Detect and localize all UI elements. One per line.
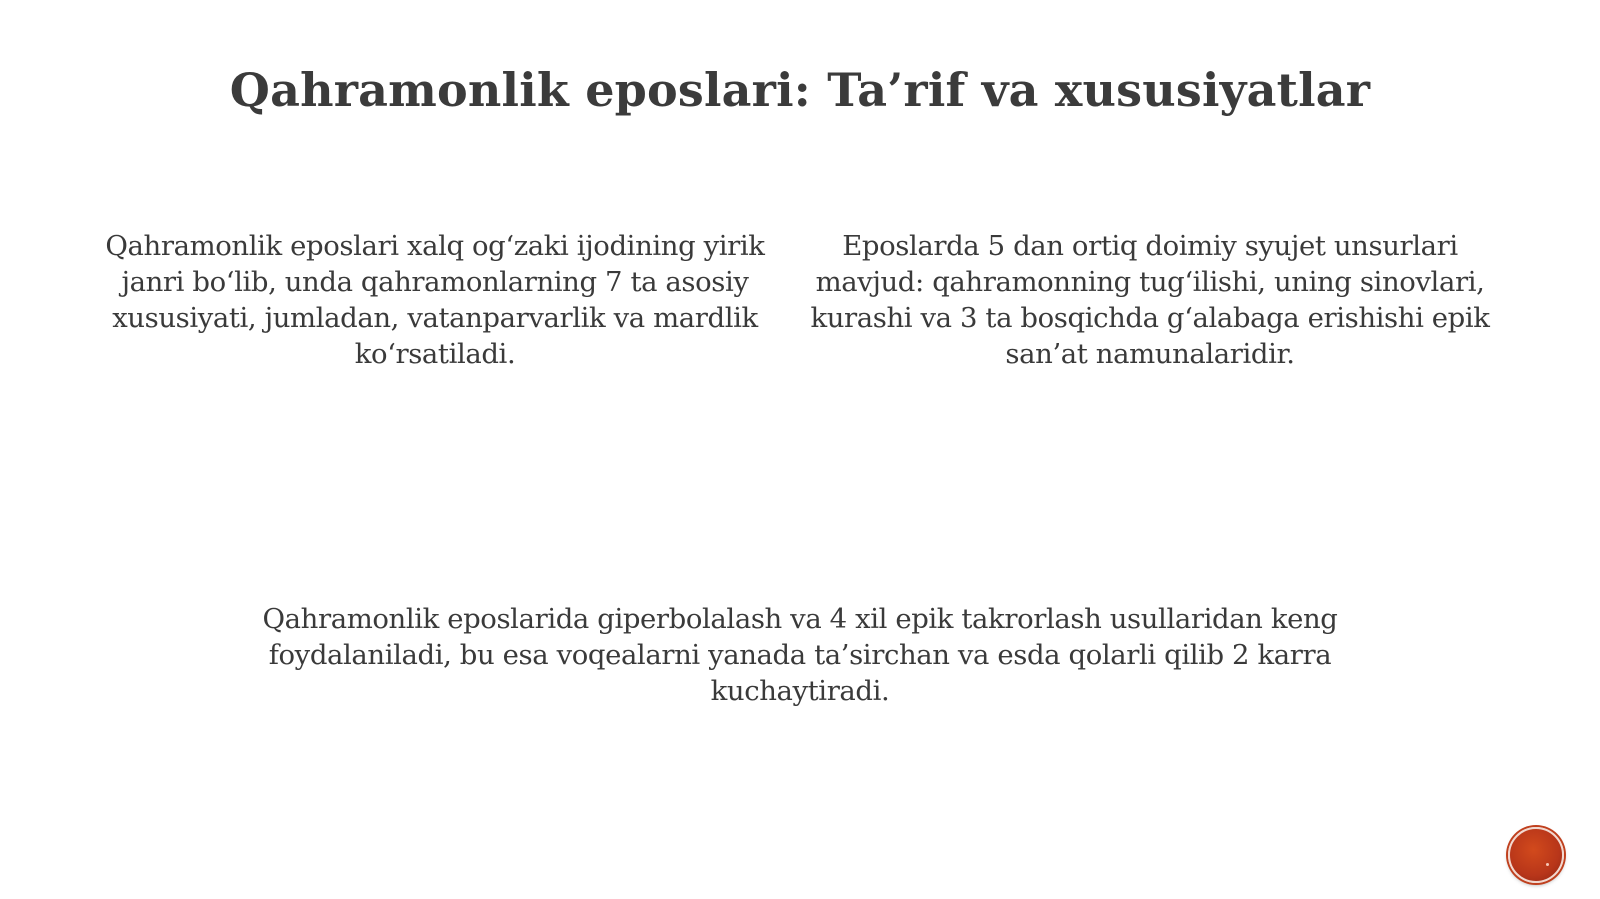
- left-paragraph: Qahramonlik eposlari xalq og‘zaki ijodining yirik janri bo‘lib, unda qahramonlarning 7 ta asosiy xususiyati, jumladan, vatanparvarlik va mardlik ko‘rsatiladi.: [105, 230, 765, 370]
- nav-dot-icon: [1546, 863, 1549, 866]
- circle-nav-icon[interactable]: [1508, 827, 1564, 883]
- bottom-paragraph: Qahramonlik eposlarida giperbolalash va 4 xil epik takrorlash usullaridan keng foydalaniladi, bu esa voqealarni yanada ta’sirchan va esda qolarli qilib 2 karra kuchaytiradi.: [262, 603, 1338, 707]
- slide-title: Qahramonlik eposlari: Ta’rif va xususiyatlar: [229, 63, 1371, 117]
- right-paragraph: Eposlarda 5 dan ortiq doimiy syujet unsurlari mavjud: qahramonning tug‘ilishi, uning sinovlari, kurashi va 3 ta bosqichda g‘alabaga erishishi epik san’at namunalaridir.: [810, 230, 1490, 370]
